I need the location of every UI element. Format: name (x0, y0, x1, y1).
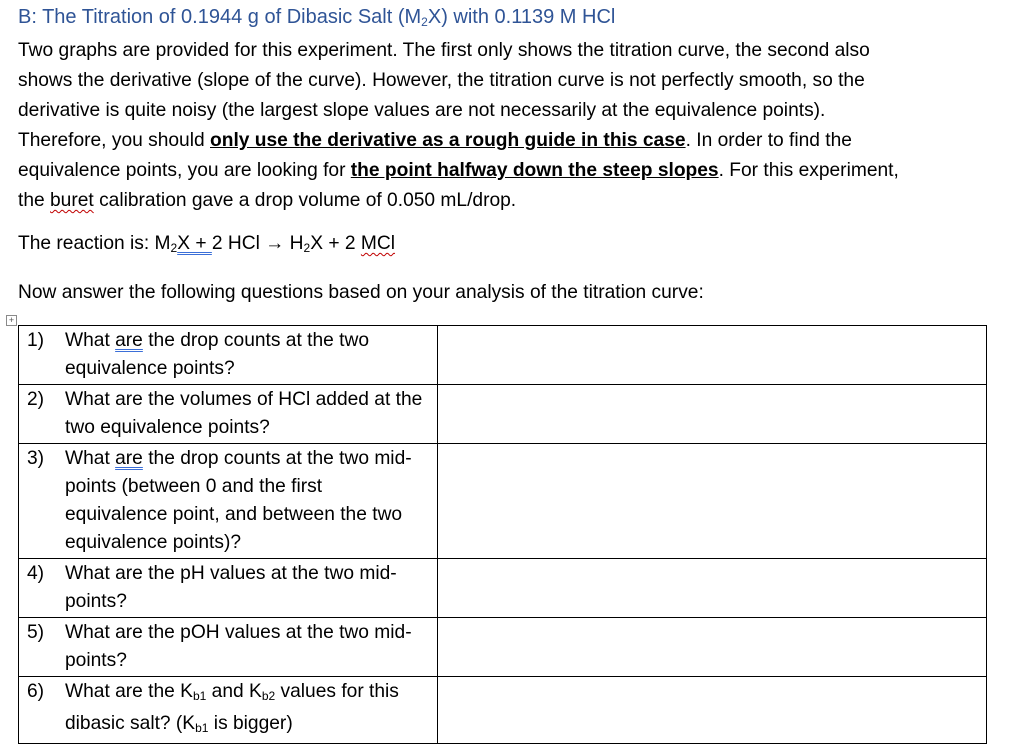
question-cell (19, 385, 438, 444)
emphasis-text: only use the derivative as a rough guide in this case (210, 130, 686, 151)
emphasis-text: the point halfway down the steep slopes (350, 160, 719, 181)
question-cell (19, 326, 438, 385)
questions-table (18, 325, 987, 744)
instructions-paragraph (18, 36, 1008, 216)
table-row (19, 385, 987, 444)
intro-line: derivative is quite noisy (the largest slope values are not necessarily at the equivalence points). (18, 100, 826, 121)
spellcheck-word: buret (50, 190, 94, 211)
answer-cell[interactable] (437, 618, 986, 677)
spellcheck-word: MCl (360, 233, 396, 254)
question-text: What are the $K_{b1}$ and $K_{b2}$ values for this dibasic salt? ($K_{b1}$ is bigger) (65, 681, 399, 735)
intro-line: shows the derivative (slope of the curve). However, the titration curve is not perfectly smooth, so the (18, 70, 865, 91)
question-text: What are the drop counts at the two mid-points (between 0 and the first equivalence point, and between the two equivalence points)? (65, 448, 412, 553)
reaction-equation: The reaction is: $M_2X + 2$ HCl → $H_2X + 2$ MCl (18, 233, 396, 255)
question-number: 6) (27, 681, 45, 702)
question-cell (19, 444, 438, 559)
answer-cell[interactable] (437, 444, 986, 559)
intro-line: Therefore, you should only use the derivative as a rough guide in this case. In order to find the (18, 130, 852, 151)
question-number: 1) (27, 330, 45, 351)
answer-cell[interactable] (437, 326, 986, 385)
answer-cell[interactable] (437, 677, 986, 744)
intro-line: Two graphs are provided for this experiment. The first only shows the titration curve, the second also (18, 40, 870, 61)
intro-line: the buret calibration gave a drop volume of 0.050 mL/drop. (18, 190, 517, 211)
table-move-handle-icon[interactable]: + (6, 315, 17, 326)
table-row (19, 677, 987, 744)
intro-line: equivalence points, you are looking for the point halfway down the steep slopes. For this experiment, (18, 160, 899, 181)
question-cell (19, 677, 438, 744)
table-row (19, 618, 987, 677)
question-number: 5) (27, 622, 45, 643)
question-number: 4) (27, 563, 45, 584)
question-text: What are the pOH values at the two mid-points? (65, 622, 412, 671)
question-number: 3) (27, 448, 45, 469)
table-row (19, 559, 987, 618)
question-number: 2) (27, 389, 45, 410)
answer-cell[interactable] (437, 385, 986, 444)
instruction-line: Now answer the following questions based on your analysis of the titration curve: (18, 282, 704, 303)
answer-cell[interactable] (437, 559, 986, 618)
grammar-mark: are (115, 330, 143, 351)
table-row (19, 326, 987, 385)
question-text: What are the drop counts at the two equivalence points? (65, 330, 369, 379)
table-row (19, 444, 987, 559)
question-cell (19, 559, 438, 618)
section-heading: B: The Titration of 0.1944 g of Dibasic Salt $(M_2X)$ with 0.1139 M HCl (18, 6, 616, 29)
question-text: What are the volumes of HCl added at the two equivalence points? (65, 389, 423, 438)
grammar-mark: are (115, 448, 143, 469)
question-text: What are the pH values at the two mid-points? (65, 563, 397, 612)
grammar-mark: X + (177, 233, 212, 254)
question-cell (19, 618, 438, 677)
